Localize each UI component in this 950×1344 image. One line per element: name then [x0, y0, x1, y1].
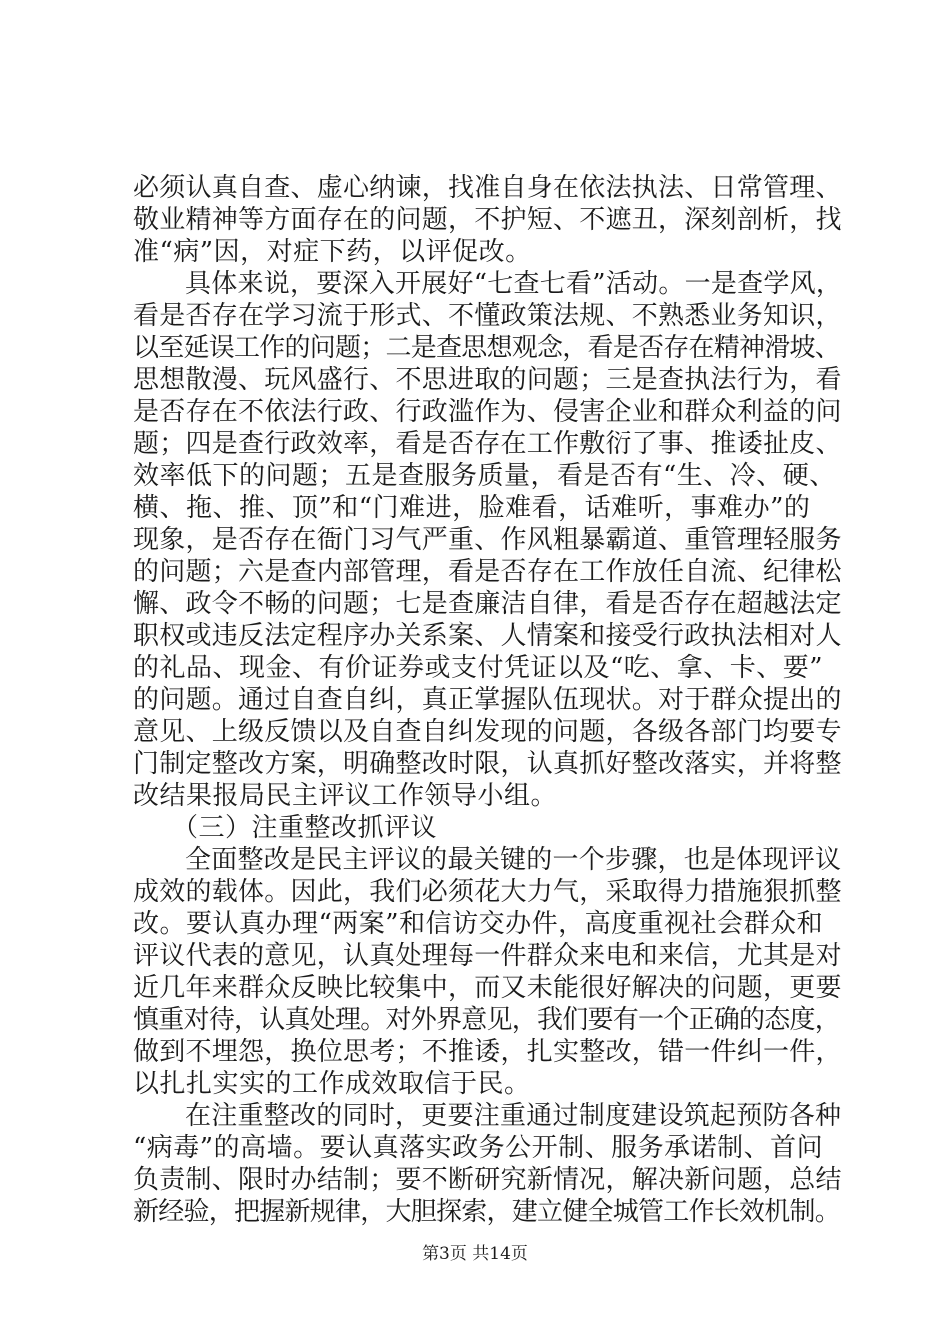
text-line: 近几年来群众反映比较集中，而又未能很好解决的问题，更要 — [133, 973, 842, 1003]
text-line: 的礼品、现金、有价证券或支付凭证以及“吃、拿、卡、要” — [133, 653, 824, 683]
text-line: 现象，是否存在衙门习气严重、作风粗暴霸道、重管理轻服务 — [133, 525, 842, 555]
text-line: 慎重对待，认真处理。对外界意见，我们要有一个正确的态度， — [133, 1005, 841, 1035]
text-line: 懈、政令不畅的问题；七是查廉洁自律，看是否存在超越法定 — [133, 589, 842, 619]
text-line: 看是否存在学习流于形式、不懂政策法规、不熟悉业务知识， — [133, 301, 842, 331]
text-line: 意见、上级反馈以及自查自纠发现的问题，各级各部门均要专 — [133, 717, 842, 747]
text-line: 改结果报局民主评议工作领导小组。 — [133, 781, 558, 811]
text-line: 横、拖、推、顶”和“门难进，脸难看，话难听，事难办”的 — [133, 493, 811, 523]
section-heading: （三）注重整改抓评议 — [172, 813, 438, 843]
text-line: 改。要认真办理“两案”和信访交办件，高度重视社会群众和 — [133, 909, 824, 939]
text-line: 是否存在不依法行政、行政滥作为、侵害企业和群众利益的问 — [133, 397, 842, 427]
text-line: 敬业精神等方面存在的问题，不护短、不遮丑，深刻剖析，找 — [133, 205, 842, 235]
text-line: “病毒”的高墙。要认真落实政务公开制、服务承诺制、首问 — [133, 1133, 824, 1163]
text-line: 做到不埋怨，换位思考；不推诿，扎实整改，错一件纠一件， — [133, 1037, 842, 1067]
text-line: 思想散漫、玩风盛行、不思进取的问题；三是查执法行为，看 — [133, 365, 842, 395]
text-line: 负责制、限时办结制；要不断研究新情况，解决新问题，总结 — [133, 1165, 842, 1195]
text-line: 题；四是查行政效率，看是否存在工作敷衍了事、推诿扯皮、 — [133, 429, 842, 459]
paragraph-first-line: 全面整改是民主评议的最关键的一个步骤，也是体现评议 — [185, 845, 842, 875]
text-line: 门制定整改方案，明确整改时限，认真抓好整改落实，并将整 — [133, 749, 842, 779]
text-line: 的问题；六是查内部管理，看是否存在工作放任自流、纪律松 — [133, 557, 842, 587]
paragraph-first-line: 具体来说，要深入开展好“七查七看”活动。一是查学风， — [185, 269, 843, 299]
text-line: 准“病”因，对症下药，以评促改。 — [133, 237, 532, 267]
page-footer: 第3页 共14页 — [422, 1244, 528, 1264]
text-line: 以扎扎实实的工作成效取信于民。 — [133, 1069, 531, 1099]
text-line: 新经验，把握新规律，大胆探索，建立健全城管工作长效机制。 — [133, 1197, 841, 1227]
text-line: 必须认真自查、虚心纳谏，找准自身在依法执法、日常管理、 — [133, 173, 842, 203]
paragraph-first-line: 在注重整改的同时，更要注重通过制度建设筑起预防各种 — [185, 1101, 842, 1131]
text-line: 职权或违反法定程序办关系案、人情案和接受行政执法相对人 — [133, 621, 842, 651]
text-line: 的问题。通过自查自纠，真正掌握队伍现状。对于群众提出的 — [133, 685, 842, 715]
text-line: 以至延误工作的问题；二是查思想观念，看是否存在精神滑坡、 — [133, 333, 841, 363]
text-line: 效率低下的问题；五是查服务质量，看是否有“生、冷、硬、 — [133, 461, 836, 491]
text-line: 成效的载体。因此，我们必须花大力气，采取得力措施狠抓整 — [133, 877, 842, 907]
text-line: 评议代表的意见，认真处理每一件群众来电和来信，尤其是对 — [133, 941, 842, 971]
